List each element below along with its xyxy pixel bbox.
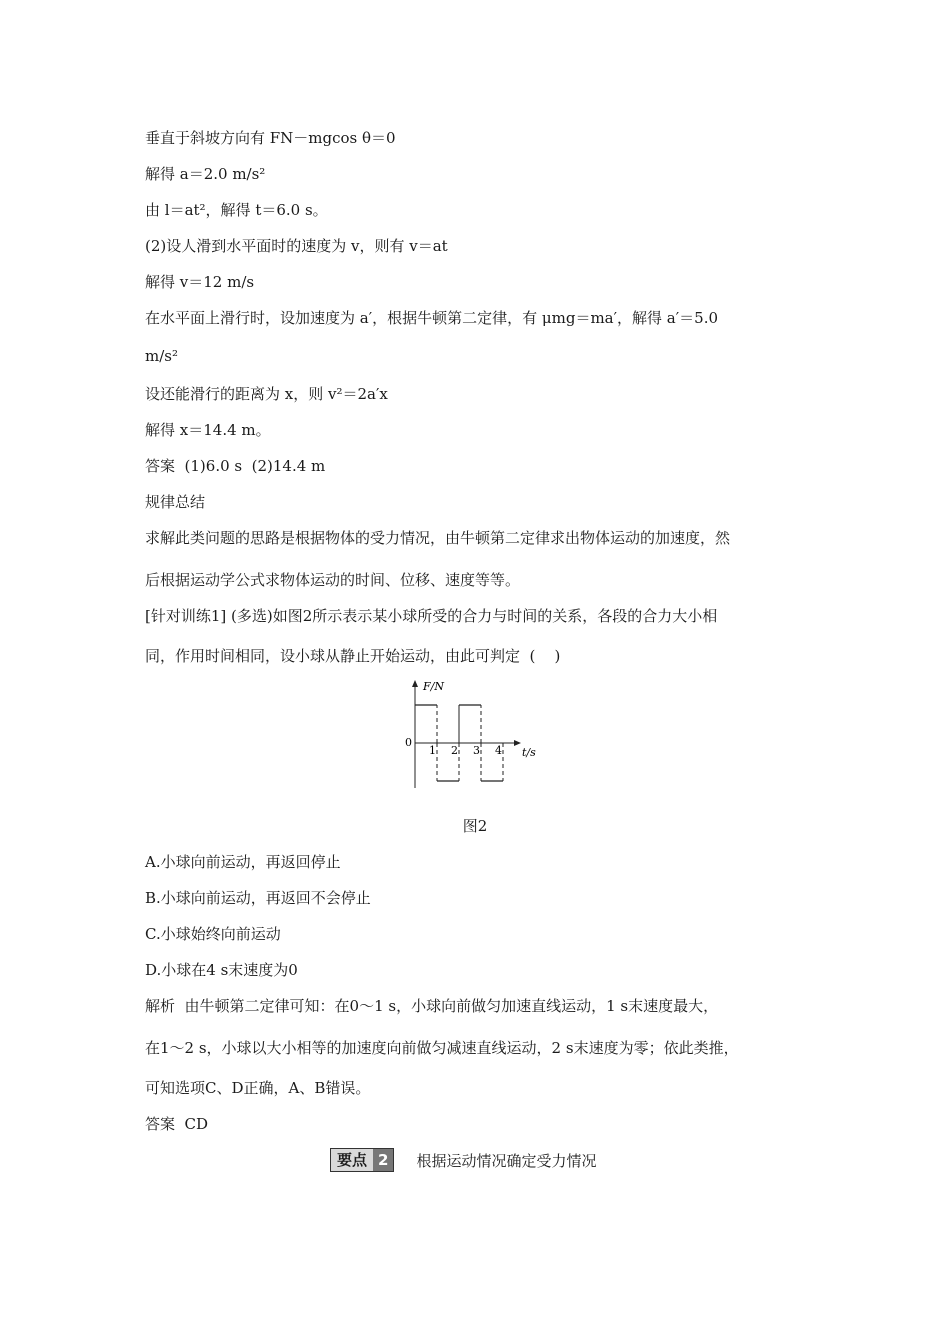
x-tick-label: 1 bbox=[429, 744, 436, 757]
key-point-badge-text: 要点 bbox=[331, 1149, 373, 1171]
origin-label: 0 bbox=[405, 736, 412, 749]
text-line: m/s² bbox=[145, 347, 178, 365]
text-line: 答案 (1)6.0 s (2)14.4 m bbox=[145, 457, 326, 475]
text-line: B.小球向前运动，再返回不会停止 bbox=[145, 889, 371, 907]
text-line: 规律总结 bbox=[145, 493, 206, 511]
key-point-badge bbox=[330, 1148, 394, 1172]
text-line: D.小球在4 s末速度为0 bbox=[145, 961, 298, 979]
text-line: [针对训练1] (多选)如图2所示表示某小球所受的合力与时间的关系，各段的合力大小相 bbox=[145, 607, 718, 625]
x-axis-label: t/s bbox=[522, 746, 536, 759]
y-axis-arrow bbox=[412, 680, 418, 687]
text-line: 由 l＝at²，解得 t＝6.0 s。 bbox=[145, 201, 328, 219]
x-tick-labels bbox=[429, 744, 502, 757]
text-line: (2)设人滑到水平面时的速度为 v，则有 v＝at bbox=[145, 237, 448, 255]
text-line: C.小球始终向前运动 bbox=[145, 925, 281, 943]
key-point-heading bbox=[330, 1148, 596, 1172]
text-line: 答案 CD bbox=[145, 1115, 209, 1133]
text-line: 解析 由牛顿第二定律可知：在0～1 s，小球向前做匀加速直线运动，1 s末速度最大， bbox=[145, 997, 719, 1015]
key-point-title: 根据运动情况确定受力情况 bbox=[416, 1151, 597, 1170]
text-line: 可知选项C、D正确，A、B错误。 bbox=[145, 1079, 371, 1097]
x-axis-arrow bbox=[514, 740, 521, 746]
text-line: 同，作用时间相同，设小球从静止开始运动，由此可判定 ( ) bbox=[145, 647, 561, 665]
text-line: 在水平面上滑行时，设加速度为 a′，根据牛顿第二定律，有 μmg＝ma′，解得 a′＝5.0 bbox=[145, 309, 719, 327]
force-time-graph bbox=[395, 678, 555, 793]
x-tick-label: 2 bbox=[451, 744, 458, 757]
text-line: 设还能滑行的距离为 x，则 v²＝2a′x bbox=[145, 385, 388, 403]
text-line: 求解此类问题的思路是根据物体的受力情况，由牛顿第二定律求出物体运动的加速度，然 bbox=[145, 529, 731, 547]
x-tick-label: 3 bbox=[473, 744, 480, 757]
text-line: 垂直于斜坡方向有 FN－mgcos θ＝0 bbox=[145, 129, 396, 147]
text-line: 在1～2 s，小球以大小相等的加速度向前做匀减速直线运动，2 s末速度为零；依此类推， bbox=[145, 1039, 739, 1057]
figure-caption: 图2 bbox=[462, 817, 488, 835]
y-axis-label: F/N bbox=[423, 680, 444, 693]
key-point-number: 2 bbox=[373, 1149, 393, 1171]
text-line: 后根据运动学公式求物体运动的时间、位移、速度等等。 bbox=[145, 571, 521, 589]
text-line: 解得 v＝12 m/s bbox=[145, 273, 255, 291]
text-line: 解得 a＝2.0 m/s² bbox=[145, 165, 266, 183]
text-line: A.小球向前运动，再返回停止 bbox=[145, 853, 341, 871]
text-line: 解得 x＝14.4 m。 bbox=[145, 421, 271, 439]
x-tick-label: 4 bbox=[495, 744, 502, 757]
